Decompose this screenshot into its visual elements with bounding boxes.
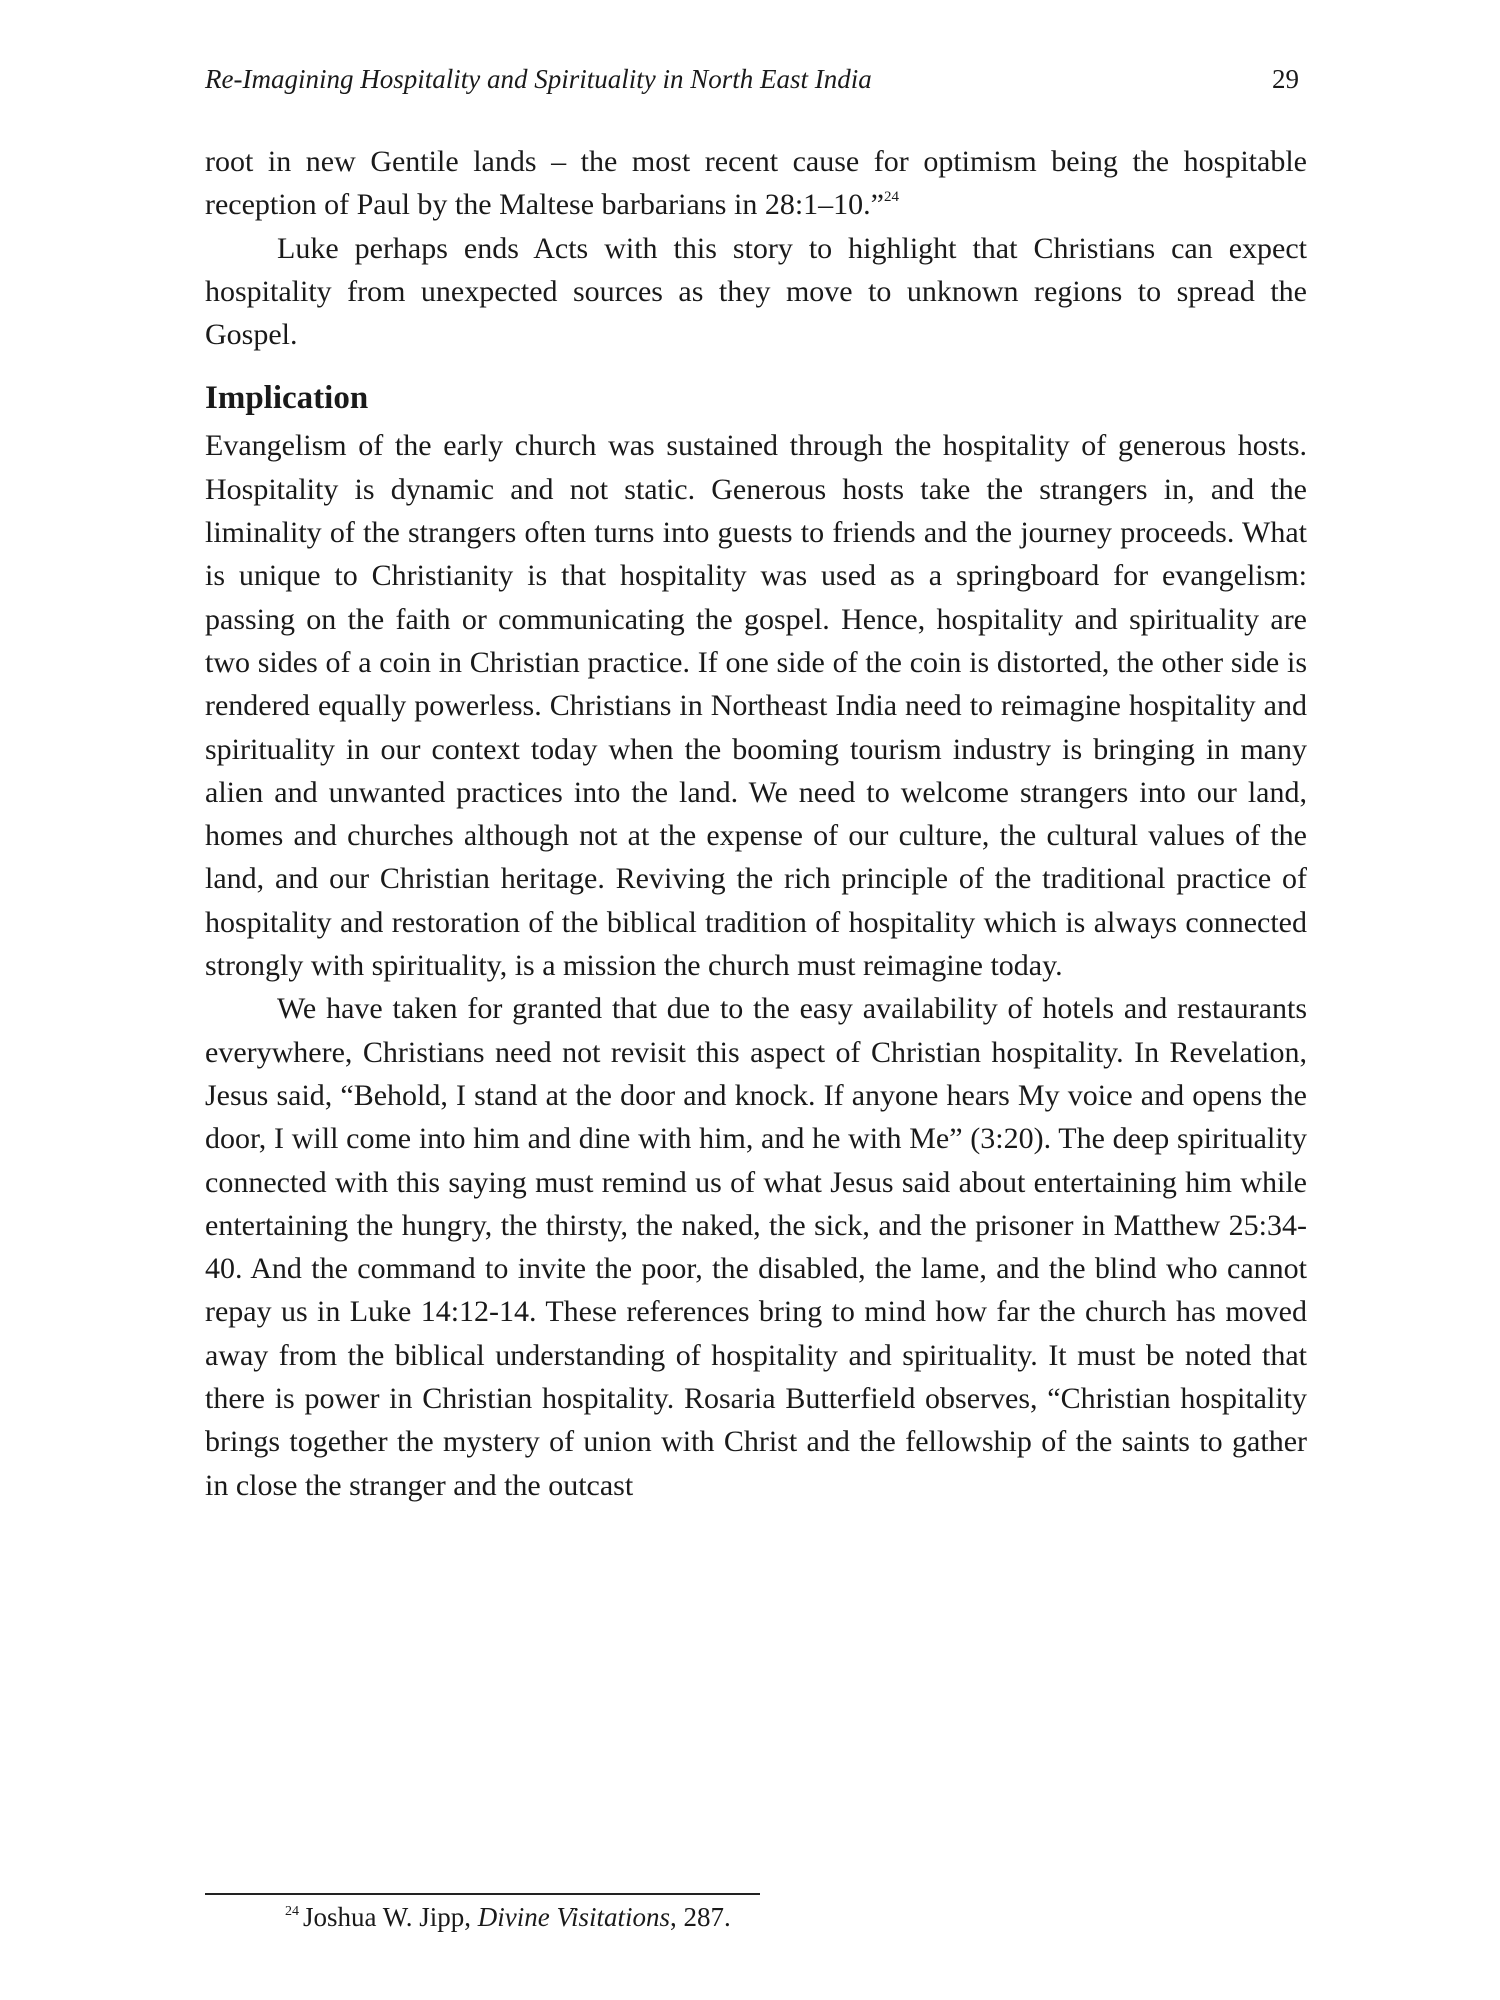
footnote-reference: 24: [883, 189, 899, 206]
paragraph-continued: [205, 140, 1307, 227]
body-text: [205, 140, 1307, 1507]
running-header: [205, 60, 1307, 100]
footnote-number: 24: [285, 1904, 299, 1919]
footnote: [285, 1900, 731, 1934]
section-heading: Implication: [205, 380, 369, 417]
paragraph: Luke perhaps ends Acts with this story to highlight that Christians can expect hospitality from unexpected sources as they move to unknown regions to spread the Gospel.: [205, 231, 1307, 352]
page-number: 29: [1272, 64, 1299, 94]
footnote-author: Joshua W. Jipp,: [303, 1902, 472, 1932]
paragraph: Evangelism of the early church was sustained through the hospitality of generous hosts. Hospitality is dynamic and not static. Generous hosts take the strangers in, and the liminality of the strangers often turns into guests to friends and the journey proceeds. What is unique to Christianity is that hospitality was used as a springboard for evangelism: passing on the faith or communicating the gospel. Hence, hospitality and spirituality are two sides of a coin in Christian practice. If one side of the coin is distorted, the other side is rendered equally powerless. Christians in Northeast India need to reimagine hospitality and spirituality in our context today when the booming tourism industry is bringing in many alien and unwanted practices into the land. We need to welcome strangers into our land, homes and churches although not at the expense of our culture, the cultural values of the land, and our Christian heritage. Reviving the rich principle of the traditional practice of hospitality and restoration of the biblical tradition of hospitality which is always connected strongly with spirituality, is a mission the church must reimagine today.: [205, 429, 1307, 983]
book-page: [205, 60, 1307, 1507]
paragraph: We have taken for granted that due to the easy availability of hotels and restaurants everywhere, Christians need not revisit this aspect of Christian hospitality. In Revelation, Jesus said, “Behold, I stand at the door and knock. If anyone hears My voice and opens the door, I will come into him and dine with him, and he with Me” (3:20). The deep spirituality connected with this saying must remind us of what Jesus said about entertaining him while entertaining the hungry, the thirsty, the naked, the sick, and the prisoner in Matthew 25:34-40. And the command to invite the poor, the disabled, the lame, and the blind who cannot repay us in Luke 14:12-14. These references bring to mind how far the church has moved away from the biblical understanding of hospitality and spirituality. It must be noted that there is power in Christian hospitality. Rosaria Butterfield observes, “Christian hospitality brings together the mystery of union with Christ and the fellowship of the saints to gather in close the stranger and the outcast: [205, 992, 1307, 1502]
footnote-page: , 287.: [670, 1902, 731, 1932]
paragraph-text: root in new Gentile lands – the most recent cause for optimism being the hospitable reception of Paul by the Maltese barbarians in 28:1–10.”: [205, 145, 1307, 222]
footnote-title: Divine Visitations: [477, 1902, 671, 1932]
footnote-divider: [205, 1893, 760, 1895]
running-title: Re-Imagining Hospitality and Spirituality in North East India: [205, 64, 872, 94]
